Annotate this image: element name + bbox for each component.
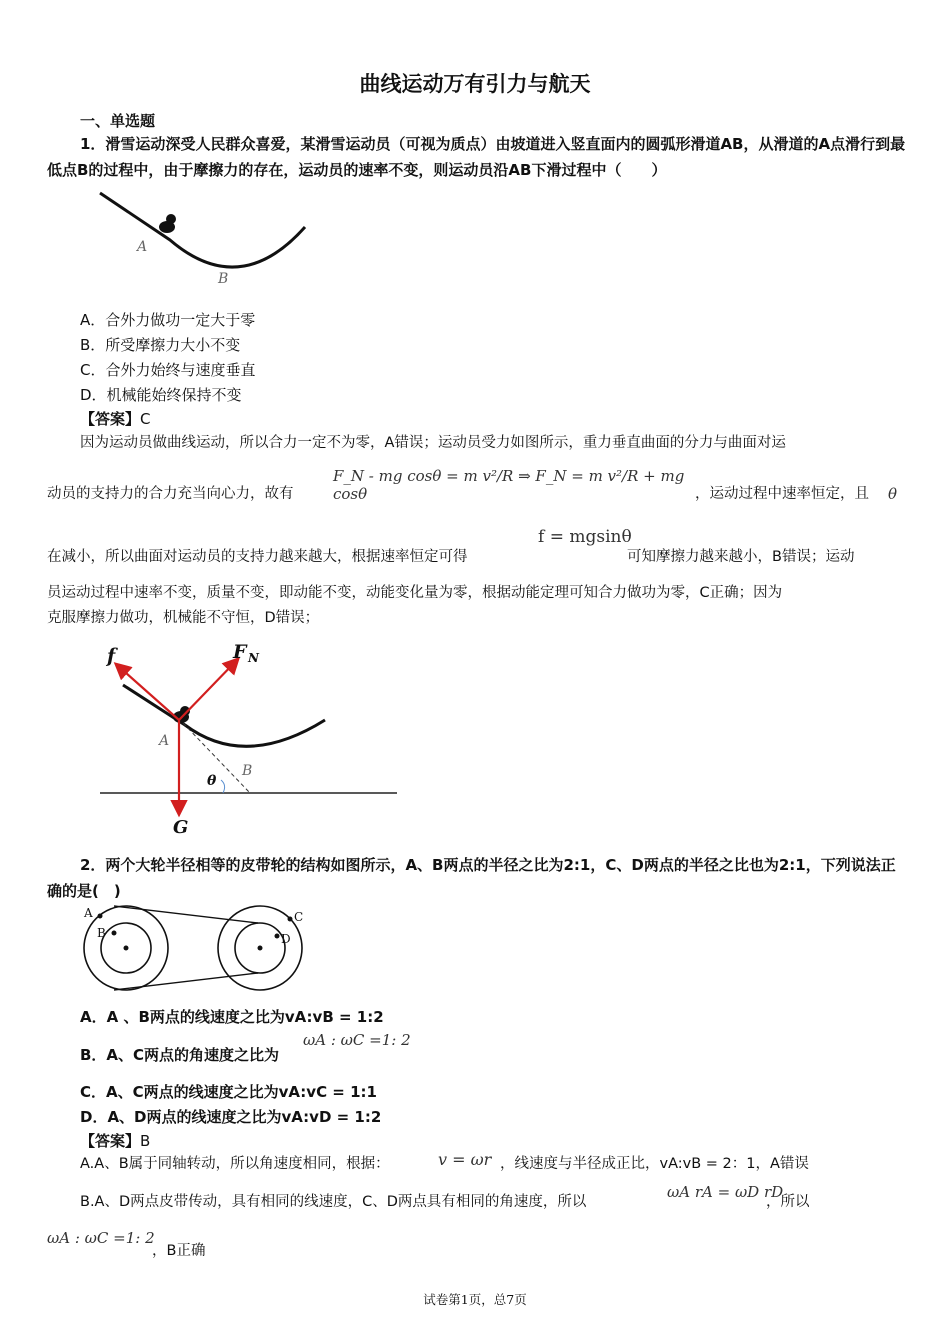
- page-title: 曲线运动万有引力与航天: [359, 72, 591, 96]
- q2-answer-value: B: [140, 1132, 151, 1150]
- q1-explanation-3-pre: 在减小，所以曲面对运动员的支持力越来越大，根据速率恒定可得: [47, 549, 468, 565]
- section-heading: 一、单选题: [80, 112, 156, 130]
- fig2-label-b: B: [242, 763, 253, 779]
- question-1-stem: 1．滑雪运动深受人民群众喜爱，某滑雪运动员（可视为质点）由坡道进入竖直面内的圆弧形滑道AB，从滑道的A点滑行到最低点B的过程中，由于摩擦力的存在，运动员的速率不变，则运动员沿AB下滑过程中（ ）: [47, 135, 906, 179]
- force-diagram: [95, 635, 405, 840]
- page-footer: 试卷第1页，总7页: [423, 1292, 527, 1307]
- q2-option-c: C．A、C两点的线速度之比为vA:vC = 1:1: [80, 1083, 377, 1101]
- force-f-label: f: [107, 645, 116, 667]
- q1-explanation-1: 因为运动员做曲线运动，所以合力一定不为零，A错误；运动员受力如图所示，重力垂直曲面的分力与曲面对运: [80, 435, 786, 451]
- fig3-label-c: C: [294, 910, 304, 924]
- fig3-label-a: A: [84, 906, 93, 920]
- q2-option-a: A．A 、B两点的线速度之比为vA:vB = 1:2: [80, 1008, 384, 1026]
- q1-explanation-2-pre: 动员的支持力的合力充当向心力，故有: [47, 486, 294, 502]
- q2-explanation-2-post: ，所以: [766, 1194, 810, 1210]
- q1-formula-centripetal: F_N - mg cosθ = m v²/R ⇒ F_N = m v²/R + mg cosθ: [333, 467, 685, 503]
- q1-formula-friction: f = mgsinθ: [538, 527, 632, 547]
- q1-explanation-4: 员运动过程中速率不变，质量不变，即动能不变，动能变化量为零，根据动能定理可知合力做功为零，C正确；因为: [47, 585, 783, 601]
- q2-option-b: B．A、C两点的角速度之比为: [80, 1046, 280, 1064]
- q2-answer: [80, 1130, 150, 1151]
- q1-answer: [80, 408, 151, 429]
- q1-answer-value: C: [140, 410, 151, 428]
- q1-option-b: B．所受摩擦力大小不变: [80, 336, 241, 354]
- fig1-label-a: A: [137, 239, 148, 255]
- q2-option-d: D．A、D两点的线速度之比为vA:vD = 1:2: [80, 1108, 382, 1126]
- q1-option-c: C．合外力始终与速度垂直: [80, 361, 256, 379]
- q1-explanation-3-post: 可知摩擦力越来越小，B错误；运动: [627, 549, 855, 565]
- q2-option-b-formula: ωA : ωC =1: 2: [303, 1031, 411, 1049]
- force-fn-subscript: N: [248, 651, 259, 665]
- q1-option-d: D．机械能始终保持不变: [80, 386, 242, 404]
- q2-explanation-1-pre: A.A、B属于同轴转动，所以角速度相同，根据：: [80, 1156, 390, 1172]
- force-g-label: G: [173, 817, 189, 838]
- q2-answer-tag: 【答案】: [80, 1132, 141, 1150]
- question-2-stem: 2．两个大轮半径相等的皮带轮的结构如图所示，A、B两点的半径之比为2:1，C、D两点的半径之比也为2:1，下列说法正确的是( ): [47, 856, 896, 900]
- q2-explanation-1-post: ，线速度与半径成正比，vA:vB = 2：1，A错误: [500, 1156, 809, 1172]
- q1-option-a: A．合外力做功一定大于零: [80, 311, 256, 329]
- q1-answer-tag: 【答案】: [80, 410, 141, 428]
- q2-formula-omega-r: ωA rA = ωD rD: [667, 1183, 784, 1201]
- fig3-label-d: D: [281, 932, 291, 946]
- q1-explanation-2-post: ，运动过程中速率恒定，且: [695, 486, 869, 502]
- fig3-label-b: B: [97, 926, 106, 940]
- fig2-label-a: A: [159, 733, 170, 749]
- q1-explanation-5: 克服摩擦力做功，机械能不守恒，D错误；: [47, 610, 320, 626]
- fig2-theta: θ: [207, 773, 217, 789]
- q2-explanation-2-pre: B.A、D两点皮带传动，具有相同的线速度，C、D两点具有相同的角速度，所以: [80, 1194, 587, 1210]
- force-fn-label: F: [233, 641, 247, 663]
- fig1-label-b: B: [218, 271, 229, 287]
- slope-figure: [95, 185, 310, 290]
- q2-formula-ratio: ωA : ωC =1: 2: [47, 1229, 155, 1247]
- belt-pulley-figure: [78, 902, 318, 994]
- q2-formula-v: v = ωr: [438, 1150, 492, 1169]
- q1-theta: θ: [888, 485, 898, 503]
- q2-explanation-3-post: ，B正确: [152, 1243, 206, 1259]
